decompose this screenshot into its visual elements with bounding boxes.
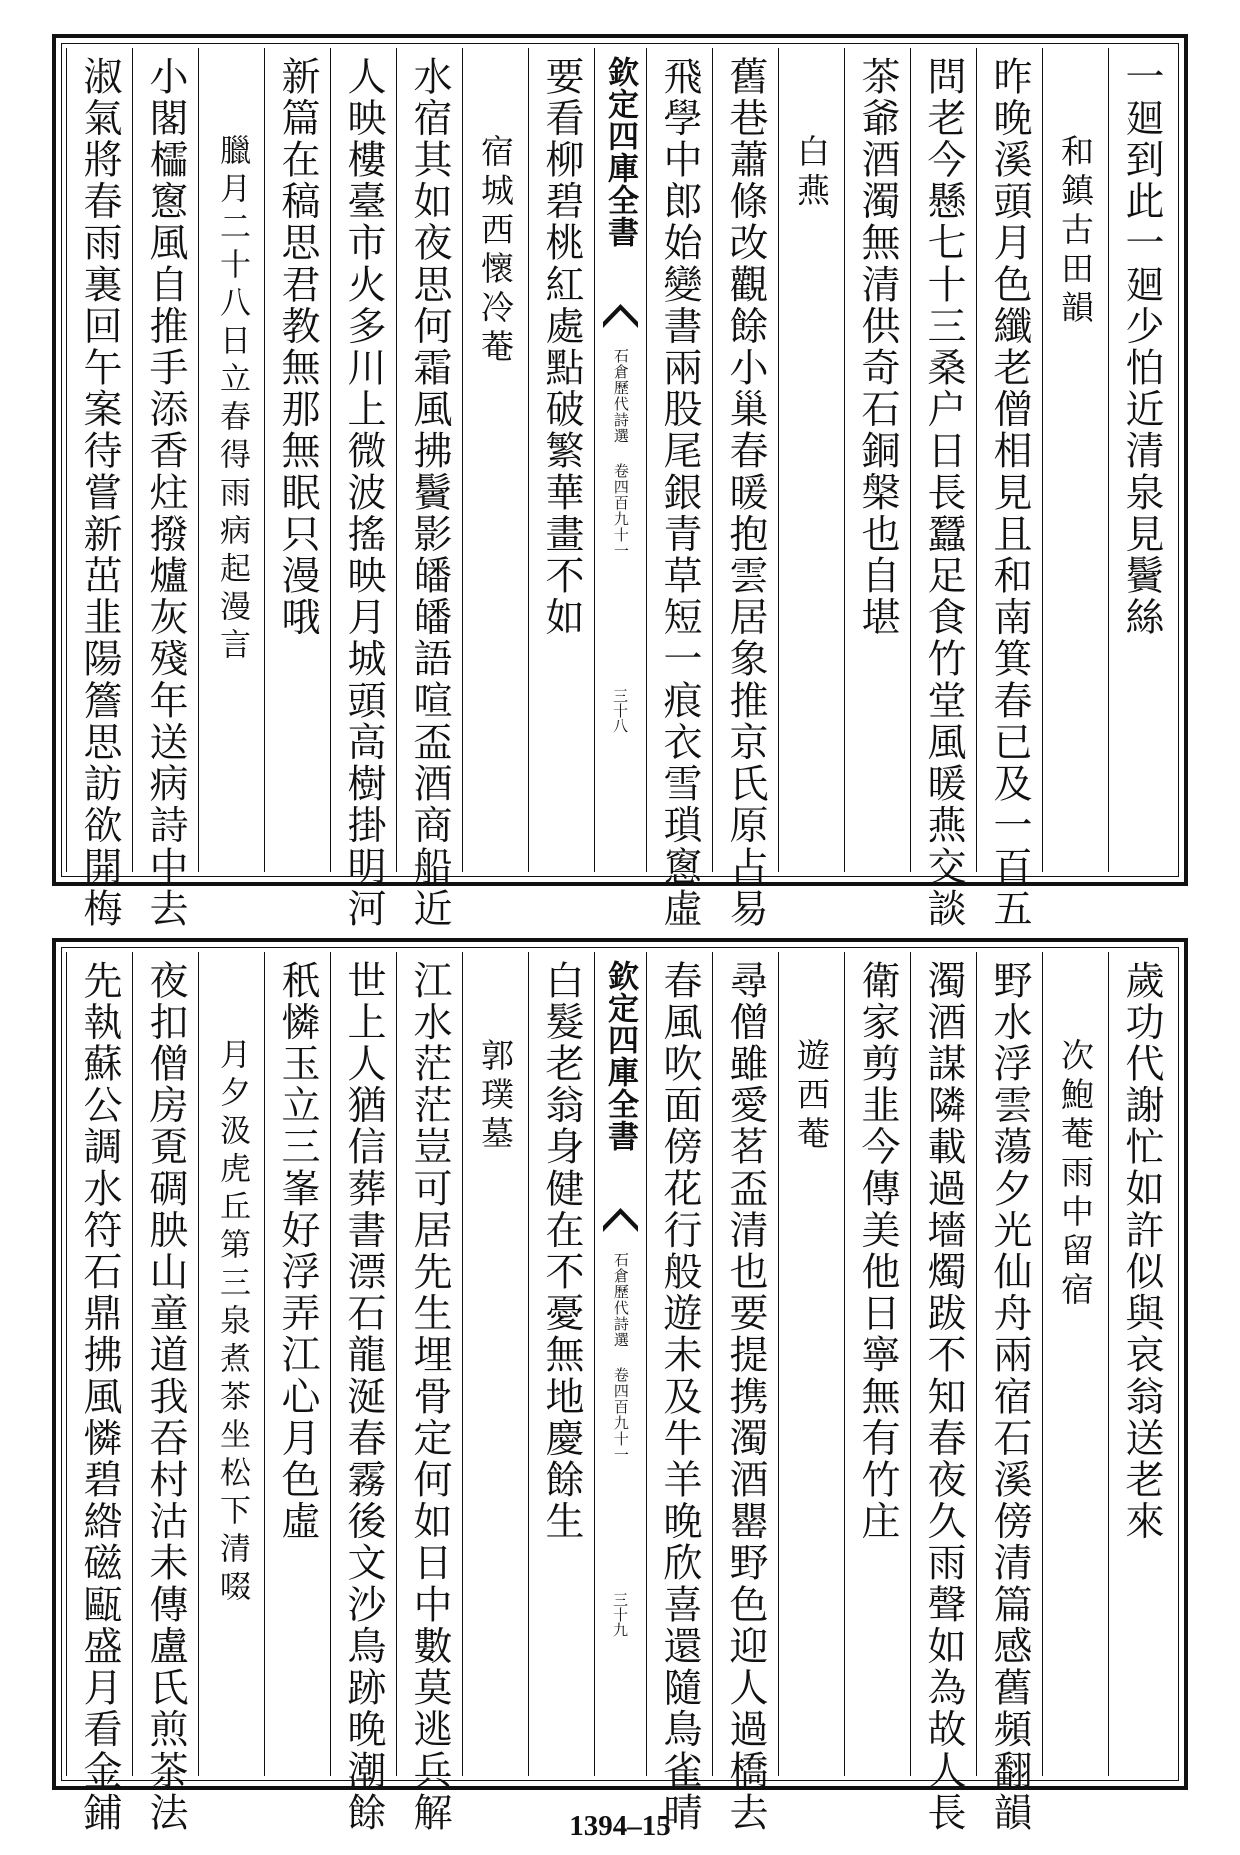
page-number-label: 1394–15	[569, 1810, 671, 1842]
lower-right-column	[646, 952, 712, 1834]
poem-text: 昨晚溪頭月色纖老僧相見且和南箕春已及一百五	[987, 56, 1032, 930]
poem-text: 先執蘇公調水符石鼎拂風憐碧綹磁甌盛月看金鋪	[77, 960, 122, 1834]
upper-right-column	[844, 48, 910, 872]
lower-right-column	[910, 952, 976, 1834]
upper-right-column	[1108, 48, 1174, 872]
lower-right-column	[778, 952, 844, 1776]
poem-text: 人映樓臺市火多川上微波搖映月城頭高樹掛明河	[341, 56, 386, 930]
upper-right-column	[1042, 48, 1108, 872]
fish-tail-ornament-icon	[603, 1208, 638, 1232]
poem-text: 世上人猶信葬書漂石龍涎春霧後文沙鳥跡晚潮餘	[341, 960, 386, 1834]
poem-text: 舊巷蕭條改觀餘小巢春暖抱雲居象推京氏原占易	[723, 56, 768, 930]
poem-text: 尋僧雖愛茗盃清也要提携濁酒罌野色迎人過橋去	[723, 960, 768, 1834]
poem-title: 白燕	[792, 134, 831, 212]
poem-text: 江水茫茫豈可居先生埋骨定何如日中數莫逃兵解	[407, 960, 452, 1834]
poem-text: 淑氣將春雨裏回午案待嘗新茁韭陽簷思訪欲開梅	[77, 56, 122, 930]
poem-title: 和鎮古田韻	[1056, 134, 1095, 329]
lower-left-column	[198, 952, 264, 1776]
upper-right-column	[976, 48, 1042, 930]
upper-left-column	[528, 48, 594, 872]
center-gutter	[594, 48, 646, 872]
gutter-title: 欽定四庫全書	[602, 960, 638, 1152]
poem-text: 濁酒謀隣載過墻燭跋不知春夜久雨聲如為故人長	[921, 960, 966, 1834]
upper-left-column	[396, 48, 462, 930]
poem-text: 問老今懸七十三桑户日長蠶足食竹堂風暖燕交談	[921, 56, 966, 930]
gutter-title: 欽定四庫全書	[602, 56, 638, 248]
lower-left-column	[462, 952, 528, 1776]
poem-title: 月夕汲虎丘第三泉煮茶坐松下清啜	[214, 1038, 250, 1608]
upper-left-column	[462, 48, 528, 872]
upper-left-column	[198, 48, 264, 872]
poem-text: 茶爺酒濁無清供奇石銅槃也自堪	[855, 56, 900, 639]
poem-text: 野水浮雲蕩夕光仙舟兩宿石溪傍清篇感舊頻翻韻	[987, 960, 1032, 1834]
lower-left-column	[330, 952, 396, 1834]
lower-right-column	[712, 952, 778, 1834]
upper-page-columns	[66, 48, 1174, 930]
upper-page	[52, 34, 1188, 930]
poem-text: 歲功代謝忙如許似與哀翁送老來	[1119, 960, 1164, 1543]
upper-right-column	[910, 48, 976, 930]
fish-tail-ornament-icon	[603, 304, 638, 328]
lower-right-column	[844, 952, 910, 1776]
lower-left-column	[396, 952, 462, 1834]
upper-left-column	[264, 48, 330, 872]
poem-text: 春風吹面傍花行般遊未及牛羊晚欣喜還隨鳥雀晴	[657, 960, 702, 1834]
lower-left-column	[132, 952, 198, 1834]
poem-title: 遊西菴	[792, 1038, 831, 1155]
poem-text: 秖憐玉立三峯好浮弄江心月色虛	[275, 960, 320, 1543]
poem-title: 次鮑菴雨中留宿	[1056, 1038, 1095, 1311]
poem-text: 新篇在稿思君教無那無眠只漫哦	[275, 56, 320, 639]
lower-right-column	[1108, 952, 1174, 1776]
lower-right-column	[1042, 952, 1108, 1776]
gutter-source: 石倉歷代詩選 卷四百九十一	[611, 1252, 630, 1463]
lower-left-column	[264, 952, 330, 1776]
poem-text: 飛學中郎始變書兩股尾銀青草短一痕衣雪瑣窻虛	[657, 56, 702, 930]
upper-left-column	[330, 48, 396, 930]
lower-left-column	[528, 952, 594, 1776]
gutter-source: 石倉歷代詩選 卷四百九十一	[611, 348, 630, 559]
gutter-page-number: 三十八	[611, 688, 629, 733]
poem-text: 白髮老翁身健在不憂無地慶餘生	[539, 960, 584, 1543]
upper-right-column	[712, 48, 778, 930]
poem-title: 臘月二十八日立春得雨病起漫言	[214, 134, 250, 666]
poem-text: 衛家剪韭今傳美他日寧無有竹庄	[855, 960, 900, 1543]
upper-right-column	[778, 48, 844, 872]
upper-left-column	[132, 48, 198, 930]
upper-left-column	[66, 48, 132, 930]
upper-right-column	[646, 48, 712, 930]
poem-text: 要看柳碧桃紅處點破繁華畫不如	[539, 56, 584, 639]
poem-text: 夜扣僧房覔碉胦山童道我吞村沽未傳盧氏煎茶法	[143, 960, 188, 1834]
lower-left-column	[66, 952, 132, 1834]
poem-title: 宿城西懷冷菴	[476, 134, 515, 368]
poem-title: 郭璞墓	[476, 1038, 515, 1155]
poem-text: 一廻到此一廻少怕近清泉見鬢絲	[1119, 56, 1164, 639]
lower-right-column	[976, 952, 1042, 1834]
gutter-page-number: 三十九	[611, 1592, 629, 1637]
center-gutter	[594, 952, 646, 1776]
poem-text: 小閣櫺窻風自推手添香炷撥爐灰殘年送病詩中去	[143, 56, 188, 930]
poem-text: 水宿其如夜思何霜風拂鬢影皤皤語喧盃酒商船近	[407, 56, 452, 930]
